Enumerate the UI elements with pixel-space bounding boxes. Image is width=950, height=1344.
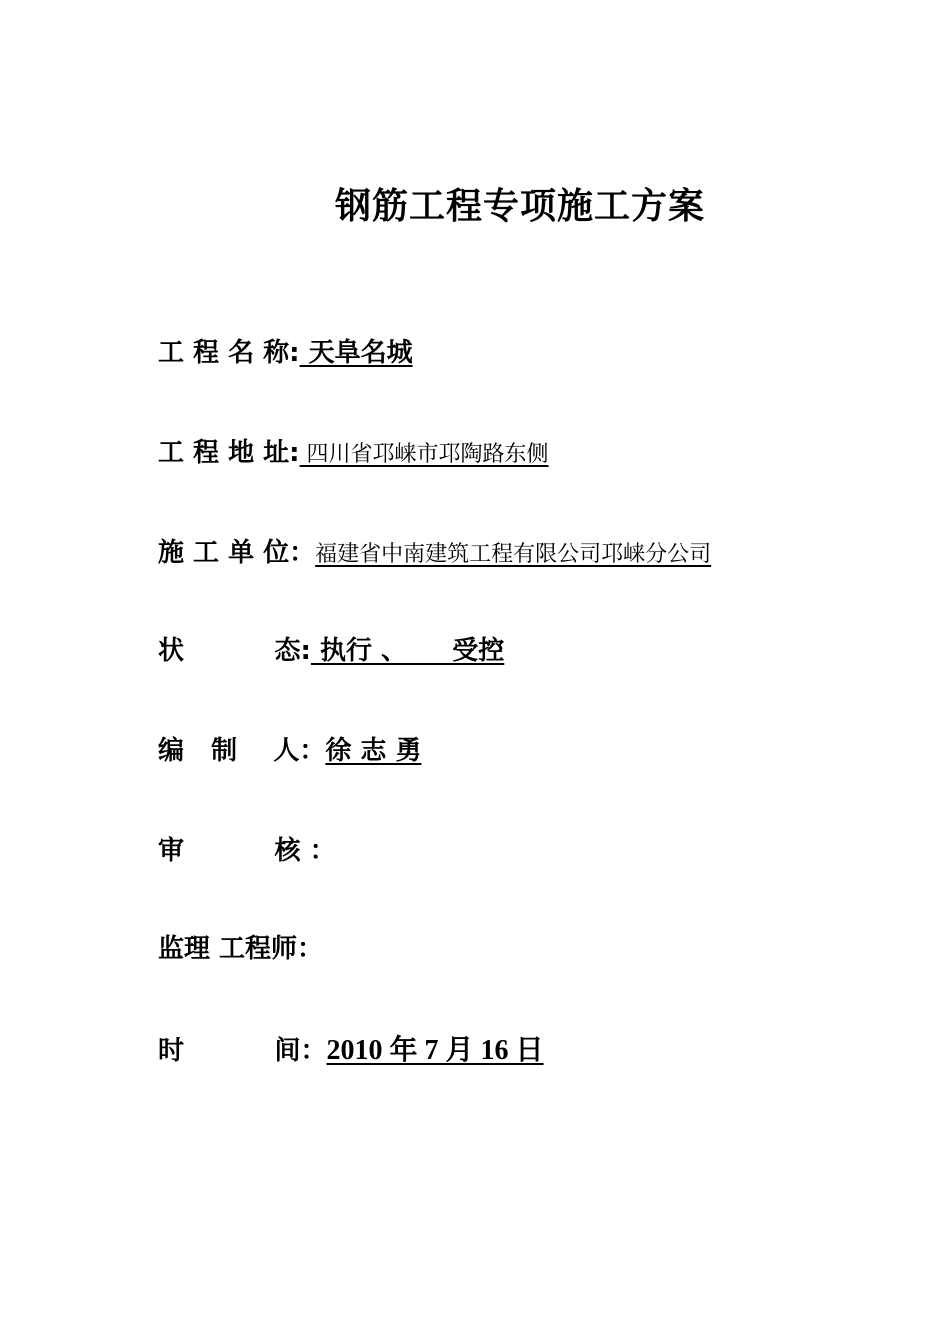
project-address-label: 工 程 地 址: (158, 438, 300, 468)
reviewer-label: 审 核 ： (158, 836, 336, 866)
status-label: 状 态: (158, 636, 311, 666)
status-row (158, 630, 504, 670)
document-title: 钢筋工程专项施工方案 (334, 185, 705, 227)
date-row (158, 1028, 544, 1068)
status-value: 执行 、 受控 (310, 636, 505, 666)
author-value: 徐 志 勇 (325, 736, 422, 766)
contractor-label: 施 工 单 位： (158, 538, 316, 568)
reviewer-row (158, 830, 336, 870)
project-address-row (158, 432, 549, 472)
contractor-row (158, 532, 711, 572)
supervisor-row (158, 928, 323, 968)
supervisor-label: 监理 工程师： (158, 934, 324, 964)
author-row (158, 730, 421, 770)
project-name-value: 天阜名城 (299, 338, 413, 368)
contractor-value: 福建省中南建筑工程有限公司邛崃分公司 (315, 542, 712, 567)
date-label: 时 间： (158, 1036, 327, 1066)
project-name-row (158, 332, 413, 372)
date-value: 2010 年 7 月 16 日 (326, 1035, 544, 1066)
project-address-value: 四川省邛崃市邛陶路东侧 (299, 442, 549, 467)
author-label: 编 制 人： (158, 736, 326, 766)
project-name-label: 工 程 名 称: (158, 338, 300, 368)
